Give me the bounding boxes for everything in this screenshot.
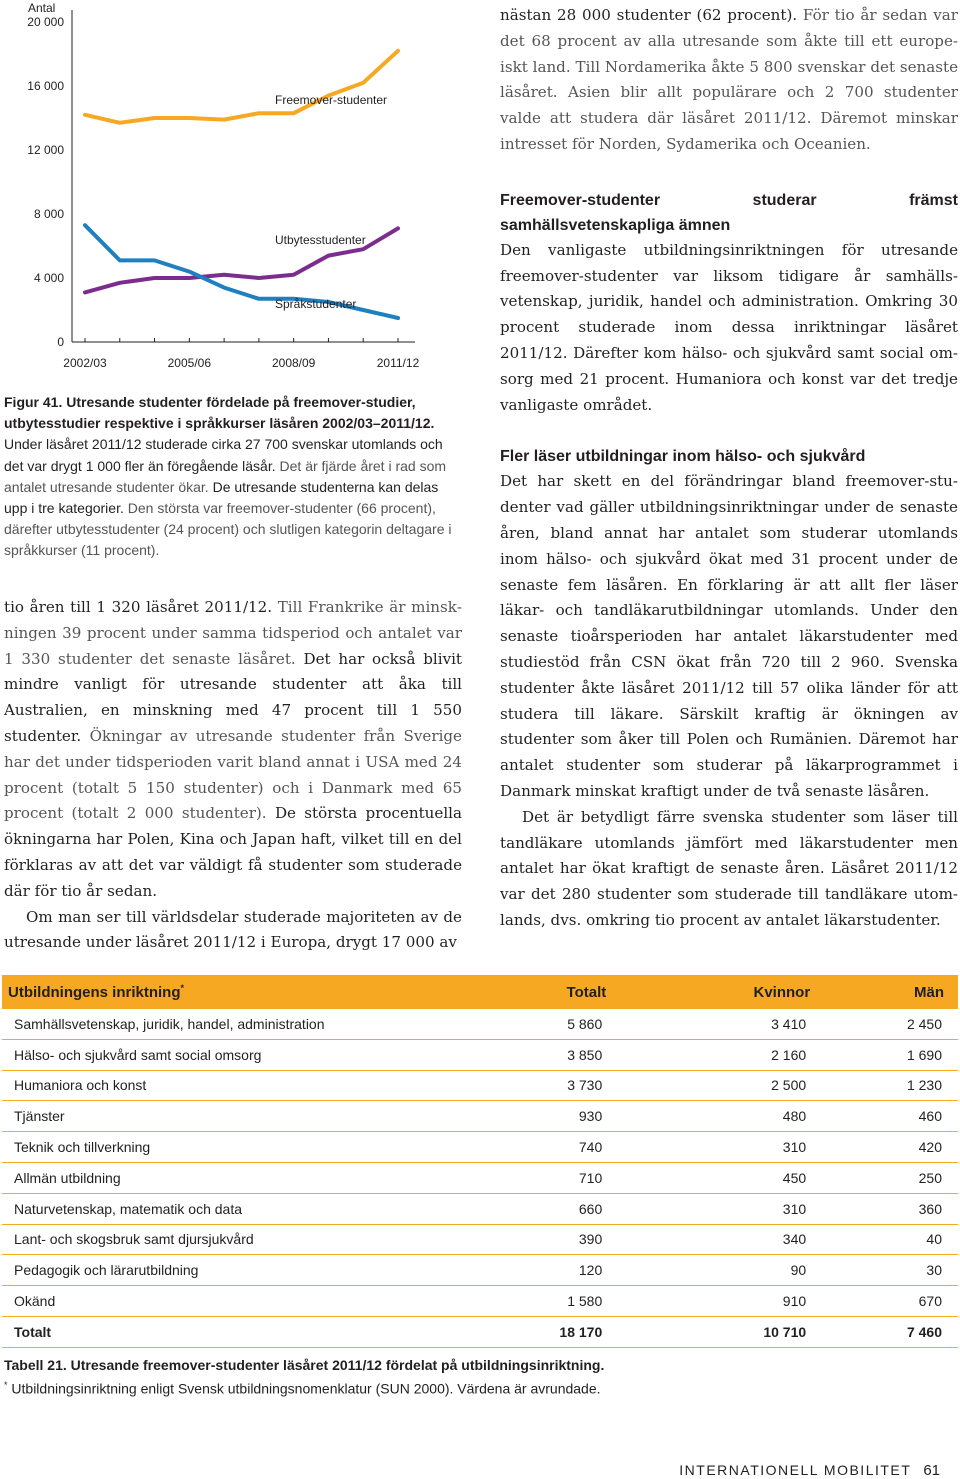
- table-cell: 1 690: [868, 1039, 958, 1070]
- left-p1-e: De största procentuella ökningarna har Polen, Kina och Japan haft, vilket till en del förklaras av att det var väldigt få studenter som studerade där för tio år sedan.: [4, 804, 462, 900]
- section-heading-2: Fler läser utbildningar inom hälso- och sjukvård: [500, 448, 866, 466]
- table-cell: 90: [696, 1255, 868, 1286]
- table-total-cell: Totalt: [2, 1316, 484, 1347]
- table-cell: 450: [696, 1162, 868, 1193]
- left-paragraph-2: Om man ser till världsdelar studerade majoriteten av de utresande under läsåret 2011/12 i Europa, drygt 17 000 av: [4, 907, 462, 952]
- table-cell: 930: [484, 1101, 696, 1132]
- left-paragraph-1: [4, 595, 462, 905]
- page-footer: [679, 1462, 940, 1479]
- table-cell: 1 230: [868, 1070, 958, 1101]
- table-cell: Humaniora och konst: [2, 1070, 484, 1101]
- table-cell: Pedagogik och lärarutbildning: [2, 1255, 484, 1286]
- table-cell: 310: [696, 1132, 868, 1163]
- table-cell: Allmän utbildning: [2, 1162, 484, 1193]
- y-axis-title: Antal: [28, 1, 56, 15]
- table-cell: 460: [868, 1101, 958, 1132]
- table-cell: 390: [484, 1224, 696, 1255]
- table-row: [2, 1224, 958, 1255]
- table-cell: Okänd: [2, 1286, 484, 1317]
- figure-caption-title: Figur 41. Utresande studenter fördelade på freemover-studier, utbytesstudier respektive i språkkurser läsåren 2002/03–2011/12.: [4, 394, 435, 432]
- y-axis-ticks: [27, 15, 64, 349]
- left-p1-b: Till Frankrike är minskningen 39 procent under samma tidsperiod och antalet var 1 330 studenter det senaste läsåret.: [4, 598, 462, 668]
- y-tick-label: 8 000: [33, 207, 64, 221]
- table-cell: Teknik och tillverkning: [2, 1132, 484, 1163]
- table-cell: 660: [484, 1193, 696, 1224]
- table-total-cell: 18 170: [484, 1316, 696, 1347]
- header-man: Män: [868, 975, 958, 1009]
- table-row: [2, 1101, 958, 1132]
- figure-caption-text-4: Den största var freemover-studenter (66 procent), därefter utbytesstudenter (24 procent) och slutligen kategorin deltagare i språkkurser (11 procent).: [4, 500, 452, 559]
- right-p0-a: nästan 28 000 studenter (62 procent).: [500, 6, 798, 24]
- legend-utbyte: Utbytesstudenter: [275, 233, 366, 247]
- table-cell: 3 730: [484, 1070, 696, 1101]
- left-column: [4, 595, 462, 956]
- table-cell: Tjänster: [2, 1101, 484, 1132]
- series-line-0: [85, 51, 398, 123]
- data-table: [2, 975, 958, 1348]
- table-row: [2, 1286, 958, 1317]
- table-cell: 5 860: [484, 1009, 696, 1039]
- x-tick-label: 2002/03: [63, 356, 107, 370]
- table-cell: Lant- och skogsbruk samt djursjukvård: [2, 1224, 484, 1255]
- figure-caption-text-2: Det är fjärde året i rad som antalet utresande studenter ökar.: [4, 457, 447, 495]
- y-tick-label: 4 000: [33, 271, 64, 285]
- header-inriktning: Utbildningens inriktning*: [2, 975, 484, 1009]
- table-caption-title: Tabell 21. Utresande freemover-studenter läsåret 2011/12 fördelat på utbildningsinriktning.: [4, 1357, 605, 1373]
- legend-sprak: Språkstudenter: [275, 297, 357, 311]
- y-tick-label: 12 000: [27, 143, 64, 157]
- table-cell: 3 850: [484, 1039, 696, 1070]
- footer-section: INTERNATIONELL MOBILITET: [679, 1462, 912, 1478]
- table-total-row: [2, 1316, 958, 1347]
- right-column: [500, 3, 958, 934]
- table-cell: 250: [868, 1162, 958, 1193]
- table-cell: Hälso- och sjukvård samt social omsorg: [2, 1039, 484, 1070]
- left-p1-d: Ökningar av utresande studenter från Sverige har det under tidsperioden varit bland annat i USA med 24 procent (totalt 5 150 studenter) och i Danmark med 65 procent (totalt 2 000 studenter).: [4, 726, 462, 823]
- table-row: [2, 1070, 958, 1101]
- table-cell: 40: [868, 1224, 958, 1255]
- table-cell: 3 410: [696, 1009, 868, 1039]
- table-cell: 2 160: [696, 1039, 868, 1070]
- table-row: [2, 1132, 958, 1163]
- header-kvinnor: Kvinnor: [696, 975, 868, 1009]
- figure-caption: [4, 392, 462, 562]
- x-tick-label: 2011/12: [376, 356, 420, 370]
- left-p1-c: Det har också blivit mindre vanligt för utresande studenter att åka till Australien, en minskning med 47 procent till 1 550 studenter.: [4, 649, 462, 745]
- table-cell: 360: [868, 1193, 958, 1224]
- right-paragraph-0: [500, 3, 958, 158]
- table-cell: 340: [696, 1224, 868, 1255]
- table-cell: 1 580: [484, 1286, 696, 1317]
- table-cell: 910: [696, 1286, 868, 1317]
- left-p1-a: tio åren till 1 320 läsåret 2011/12.: [4, 598, 273, 616]
- table-row: [2, 1039, 958, 1070]
- table-header-row: [2, 975, 958, 1009]
- table-cell: 670: [868, 1286, 958, 1317]
- table-cell: 480: [696, 1101, 868, 1132]
- table-cell: 740: [484, 1132, 696, 1163]
- x-axis-ticks: [63, 338, 419, 370]
- header-totalt: Totalt: [484, 975, 696, 1009]
- table-row: [2, 1009, 958, 1039]
- section-heading-1: Freemover-studenter studerar främst samhällsvetenskapliga ämnen: [500, 191, 958, 234]
- table-row: [2, 1193, 958, 1224]
- right-p0-b: För tio år sedan var det 68 procent av alla utresande som åkte till ett europeiskt land. Till Nordamerika åkte 5 800 svenskar det senaste läsåret. Asien blir allt populärare och 2 700 studenter valde att studera där läsåret 2011/12. Däremot minskar intresset för Norden, Sydamerika och Oceanien.: [500, 6, 958, 153]
- figure-caption-text-1: Under läsåret 2011/12 studerade cirka 27 700 svenskar utomlands och det var drygt 1 000 fler än föregående läsår.: [4, 436, 443, 474]
- x-tick-label: 2005/06: [167, 356, 212, 370]
- table-caption: [4, 1355, 604, 1399]
- legend-freemover: Freemover-studenter: [275, 93, 388, 107]
- table-cell: 30: [868, 1255, 958, 1286]
- table-cell: 310: [696, 1193, 868, 1224]
- table-cell: Naturvetenskap, matematik och data: [2, 1193, 484, 1224]
- table-footnote: * Utbildningsinriktning enligt Svensk utbildningsnomenklatur (SUN 2000). Värdena är avrundade.: [4, 1380, 601, 1397]
- table-cell: 2 450: [868, 1009, 958, 1039]
- right-paragraph-3: Det är betydligt färre svenska studenter som läser till tandläkare utomlands jämfört med läkarstudenter men antalet har ökat kraftigt de senaste åren. Läsåret 2011/12 var det 280 studenter som studerade till tandläkare utomlands, dvs. omkring tio procent av antalet läkarstudenter.: [500, 807, 958, 929]
- y-tick-label: 16 000: [27, 79, 64, 93]
- table-21: [2, 975, 958, 1348]
- table-cell: 710: [484, 1162, 696, 1193]
- y-tick-label: 20 000: [27, 15, 64, 29]
- series-lines: [85, 51, 398, 318]
- table-cell: Samhällsvetenskap, juridik, handel, administration: [2, 1009, 484, 1039]
- table-row: [2, 1255, 958, 1286]
- x-tick-label: 2008/09: [271, 356, 316, 370]
- right-paragraph-2: Det har skett en del förändringar bland freemover-studenter vad gäller utbildningsinriktningar under de senaste åren, bland annat har antalet som studerar utomlands inom hälso- och sjukvård ökat med 31 procent under de senaste fem läsåren. En förklaring är att allt fler läser läkar- och tandläkarutbildningar utomlands. Under den senaste tioårsperioden har antalet läkarstudenter med studiestöd från CSN ökat från 720 till 2 960. Svenska studenter åkte läsåret 2011/12 till 57 olika länder för att studera till läkare. Särskilt kraftig är ökningen av studenter som åker till Polen och Rumänien. Däremot har antalet studenter som studerar på läkarprogrammet i Danmark minskat kraftigt under de två senaste läsåren.: [500, 472, 958, 800]
- table-cell: 420: [868, 1132, 958, 1163]
- figure-41-chart: [0, 0, 480, 380]
- figure-caption-text-3: De utresande studenterna kan delas upp i tre kategorier.: [4, 478, 439, 517]
- table-total-cell: 7 460: [868, 1316, 958, 1347]
- table-row: [2, 1162, 958, 1193]
- page-number: 61: [923, 1462, 940, 1479]
- y-tick-label: 0: [57, 335, 64, 349]
- table-cell: 120: [484, 1255, 696, 1286]
- table-total-cell: 10 710: [696, 1316, 868, 1347]
- right-paragraph-1: Den vanligaste utbildningsinriktningen för utresande freemover-studenter var liksom tidigare år samhällsvetenskap, juridik, handel och administration. Omkring 30 procent studerade inom dessa inriktningar läsåret 2011/12. Därefter kom hälso- och sjukvård samt social omsorg med 21 procent. Humaniora och konst var det tredje vanligaste området.: [500, 240, 958, 414]
- table-cell: 2 500: [696, 1070, 868, 1101]
